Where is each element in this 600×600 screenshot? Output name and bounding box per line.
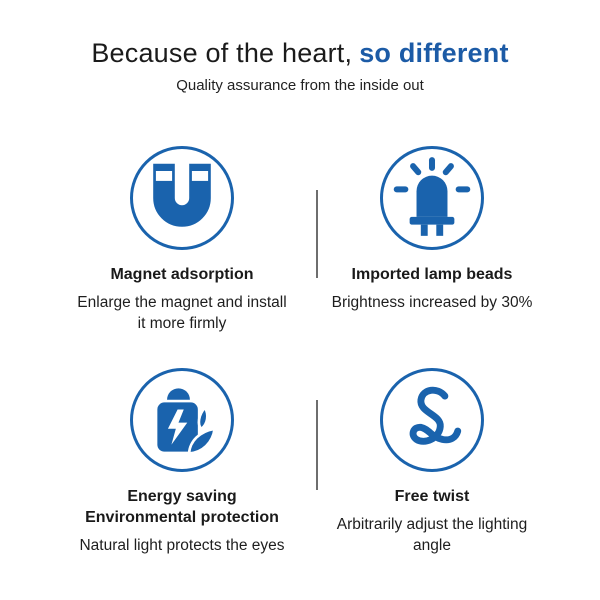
feature-lamp-beads (304, 146, 560, 313)
title-highlight: so different (359, 38, 509, 68)
feature-icon-circle (130, 368, 234, 472)
subtitle: Quality assurance from the inside out (176, 77, 424, 94)
free-twist-icon (386, 374, 478, 466)
feature-free-twist (304, 368, 560, 556)
feature-magnet (54, 146, 310, 334)
vertical-divider-top (316, 190, 318, 278)
feature-icon-circle (130, 146, 234, 250)
feature-desc: Brightness increased by 30% (331, 294, 533, 311)
header (0, 38, 600, 95)
feature-desc: Enlarge the magnet and install it more firmly (77, 294, 287, 332)
feature-desc: Natural light protects the eyes (79, 537, 285, 554)
page-title (0, 38, 600, 68)
feature-desc: Arbitrarily adjust the lighting angle (336, 516, 528, 554)
feature-title: Energy saving Environmental protection (85, 488, 279, 526)
feature-title: Magnet adsorption (110, 266, 254, 283)
title-main: Because of the heart, (91, 38, 353, 68)
feature-title: Free twist (394, 488, 470, 505)
feature-energy-saving (54, 368, 310, 556)
feature-icon-circle (380, 368, 484, 472)
feature-icon-circle (380, 146, 484, 250)
feature-title: Imported lamp beads (351, 266, 513, 283)
vertical-divider-bottom (316, 400, 318, 490)
energy-saving-icon (138, 376, 226, 464)
magnet-icon (137, 153, 227, 243)
lamp-bead-icon (389, 155, 475, 241)
